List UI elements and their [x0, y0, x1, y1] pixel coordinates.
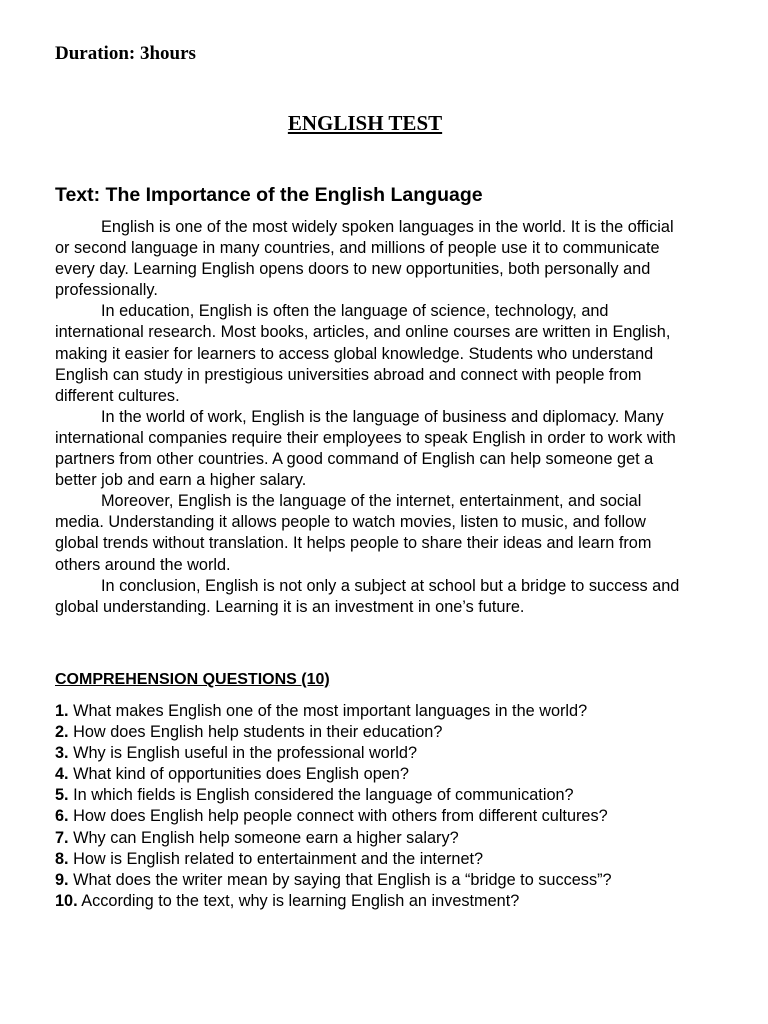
question-item: [55, 870, 695, 891]
questions-heading: COMPREHENSION QUESTIONS (10): [55, 671, 330, 688]
question-text: How is English related to entertainment and the internet?: [68, 849, 484, 868]
question-text: According to the text, why is learning English an investment?: [77, 891, 520, 910]
paragraph-4: Moreover, English is the language of the internet, entertainment, and social media. Understanding it allows people to watch movies, listen to music, and follow global trends without translation. It helps people to share their ideas and learn from others around the world.: [55, 492, 652, 574]
paragraph-5: In conclusion, English is not only a subject at school but a bridge to success and global understanding. Learning it is an investment in one’s future.: [55, 576, 680, 616]
question-text: What makes English one of the most important languages in the world?: [68, 702, 588, 720]
reading-passage: [55, 217, 685, 618]
question-number: 8.: [55, 849, 69, 868]
duration-label: Duration: 3hours: [55, 43, 196, 64]
text-heading: Text: The Importance of the English Language: [55, 184, 483, 206]
paragraph-1: English is one of the most widely spoken languages in the world. It is the official or second language in many countries, and millions of people use it to communicate every day. Learning English opens doors to new opportunities, both personally and professionally.: [55, 218, 674, 300]
question-number: 5.: [55, 786, 69, 805]
question-item: [55, 849, 695, 870]
question-item: [55, 743, 695, 764]
question-item: [55, 806, 695, 827]
question-number: 1.: [55, 702, 69, 720]
paragraph-2: In education, English is often the language of science, technology, and international research. Most books, articles, and online courses are written in English, making it easier for learners to access global knowledge. Students who understand English can study in prestigious universities abroad and connect with people from different cultures.: [55, 302, 671, 405]
question-number: 4.: [55, 765, 69, 784]
question-item: [55, 701, 695, 722]
question-text: How does English help students in their education?: [68, 723, 443, 742]
question-number: 9.: [55, 870, 69, 889]
questions-list: [55, 701, 695, 912]
question-item: [55, 764, 695, 785]
question-item: [55, 891, 695, 912]
question-text: Why is English useful in the professional world?: [68, 744, 418, 763]
question-text: Why can English help someone earn a higher salary?: [68, 828, 459, 847]
question-number: 3.: [55, 744, 69, 763]
question-item: [55, 828, 695, 849]
question-text: How does English help people connect with others from different cultures?: [68, 807, 608, 826]
question-number: 10.: [55, 891, 78, 910]
question-text: What kind of opportunities does English open?: [68, 765, 409, 784]
paragraph-3: In the world of work, English is the language of business and diplomacy. Many international companies require their employees to speak English in order to work with partners from other countries. A good command of English can help someone get a better job and earn a higher salary.: [55, 407, 676, 490]
test-title: ENGLISH TEST: [287, 111, 443, 135]
question-text: In which fields is English considered the language of communication?: [68, 786, 574, 805]
question-item: [55, 722, 695, 743]
question-number: 7.: [55, 828, 69, 847]
question-number: 2.: [55, 723, 69, 742]
question-text: What does the writer mean by saying that English is a “bridge to success”?: [68, 870, 612, 889]
question-item: [55, 785, 695, 806]
question-number: 6.: [55, 807, 69, 826]
